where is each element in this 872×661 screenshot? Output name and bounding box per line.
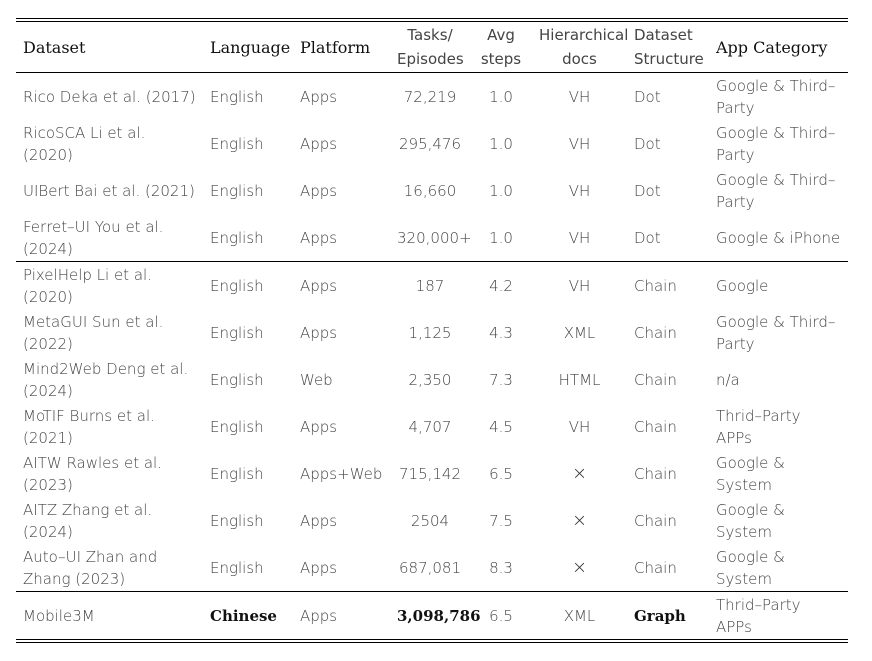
header-avg-line2: steps: [480, 50, 522, 68]
cell-platform: Apps: [300, 134, 338, 153]
cell-dataset: RicoSCA Li et al. (2020): [23, 123, 146, 164]
cell-category: Google & System: [716, 547, 785, 588]
cell-structure: Chain: [634, 323, 677, 342]
cell-category: Google & Third–Party: [716, 123, 836, 164]
cell-steps: 6.5: [489, 464, 513, 483]
cell-platform: Apps: [293, 214, 390, 262]
cell-dataset: AITZ Zhang et al. (2024): [23, 500, 153, 541]
cell-platform: Apps+Web: [300, 464, 383, 483]
cell-tasks: 4,707: [408, 417, 452, 436]
table-row: [16, 497, 848, 544]
cell-dataset: MoTIF Burns et al. (2021): [23, 406, 155, 447]
cell-tasks: 320,000+: [390, 214, 470, 262]
cell-category: n/a: [716, 370, 740, 389]
cell-tasks: 187: [415, 276, 445, 295]
header-tasks: [390, 22, 470, 73]
cell-structure: Chain: [634, 558, 677, 577]
cell-platform: Apps: [300, 511, 338, 530]
cell-language: English: [210, 511, 264, 530]
header-avg-steps: [470, 22, 532, 73]
cell-steps: 7.5: [489, 511, 513, 530]
cell-docs: XML: [532, 592, 627, 640]
cell-tasks: 72,219: [403, 87, 457, 106]
cell-language: English: [210, 181, 264, 200]
cell-category: Thrid–Party APPs: [709, 592, 848, 640]
cell-steps: 1.0: [489, 87, 513, 106]
cell-tasks: 3,098,786: [390, 592, 470, 640]
table-row: [16, 262, 848, 310]
cell-dataset: PixelHelp Li et al. (2020): [23, 265, 152, 306]
header-tasks-line2: Episodes: [397, 50, 464, 68]
header-dataset-structure: [627, 22, 709, 73]
cross-icon: ×: [571, 462, 588, 484]
cell-steps: 1.0: [489, 181, 513, 200]
cell-steps: 6.5: [470, 592, 532, 640]
cell-platform: Apps: [300, 323, 338, 342]
cell-category: Google & System: [716, 453, 785, 494]
header-platform: Platform: [300, 37, 371, 57]
cell-language: English: [210, 464, 264, 483]
table-row: [16, 450, 848, 497]
cell-docs: HTML: [558, 370, 601, 389]
cell-dataset: Mind2Web Deng et al. (2024): [23, 359, 189, 400]
cell-docs: VH: [532, 214, 627, 262]
cell-platform: Apps: [293, 592, 390, 640]
header-language: Language: [210, 37, 291, 57]
cell-tasks: 1,125: [408, 323, 452, 342]
cell-tasks: 295,476: [398, 134, 462, 153]
cell-docs: VH: [568, 276, 591, 295]
table-row: [16, 309, 848, 356]
comparison-table-wrapper: [16, 18, 848, 643]
cell-structure: Chain: [634, 511, 677, 530]
cell-dataset: UIBert Bai et al. (2021): [23, 181, 195, 200]
table-row: [16, 167, 848, 214]
header-struct-line1: Dataset: [634, 26, 693, 44]
header-tasks-line1: Tasks/: [407, 26, 453, 44]
cell-tasks: 16,660: [403, 181, 457, 200]
cell-language: English: [210, 417, 264, 436]
cell-docs: VH: [568, 181, 591, 200]
cell-dataset: Ferret–UI You et al. (2024): [16, 214, 203, 262]
cell-docs: VH: [568, 87, 591, 106]
header-avg-line1: Avg: [487, 26, 515, 44]
header-row: [16, 22, 848, 73]
cell-dataset: Rico Deka et al. (2017): [23, 87, 196, 106]
cell-structure: Dot: [634, 87, 661, 106]
cell-platform: Apps: [300, 558, 338, 577]
cross-icon: ×: [571, 556, 588, 578]
cell-structure: Chain: [634, 464, 677, 483]
top-rule: [16, 18, 848, 19]
cell-platform: Apps: [300, 181, 338, 200]
table-row-mobile3m: [16, 592, 848, 640]
cell-steps: 7.3: [489, 370, 513, 389]
cell-structure: Chain: [634, 276, 677, 295]
cell-tasks: 715,142: [398, 464, 462, 483]
cell-docs: VH: [568, 134, 591, 153]
cell-dataset: AITW Rawles et al. (2023): [23, 453, 162, 494]
cell-structure: Dot: [634, 134, 661, 153]
cross-icon: ×: [571, 509, 588, 531]
cell-language: English: [210, 323, 264, 342]
cell-category: Google & Third–Party: [716, 170, 836, 211]
cell-tasks: 2,350: [408, 370, 452, 389]
header-hierarchical-docs: [532, 22, 627, 73]
table-row: [16, 214, 848, 262]
cell-structure: Dot: [634, 181, 661, 200]
cell-steps: 8.3: [489, 558, 513, 577]
cell-platform: Apps: [300, 417, 338, 436]
cell-dataset: Mobile3M: [16, 592, 203, 640]
cell-category: Google: [716, 276, 769, 295]
cell-platform: Web: [300, 370, 333, 389]
cell-category: Google & iPhone: [709, 214, 848, 262]
cell-language: Chinese: [203, 592, 293, 640]
cell-language: English: [210, 276, 264, 295]
table-row: [16, 403, 848, 450]
cell-category: Thrid–Party APPs: [716, 406, 801, 447]
dataset-comparison-table: [16, 21, 848, 640]
cell-structure: Graph: [627, 592, 709, 640]
table-row: [16, 120, 848, 167]
cell-category: Google & System: [716, 500, 785, 541]
cell-category: Google & Third–Party: [716, 76, 836, 117]
cell-language: English: [210, 134, 264, 153]
header-hier-line1: Hierarchical: [539, 26, 629, 44]
cell-steps: 4.5: [489, 417, 513, 436]
cell-platform: Apps: [300, 87, 338, 106]
cell-tasks: 687,081: [398, 558, 462, 577]
cell-dataset: MetaGUI Sun et al. (2022): [23, 312, 164, 353]
table-row: [16, 73, 848, 121]
header-dataset: Dataset: [23, 37, 86, 57]
bottom-rule: [16, 642, 848, 643]
cell-dataset: Auto–UI Zhan and Zhang (2023): [23, 547, 158, 588]
cell-platform: Apps: [300, 276, 338, 295]
table-row: [16, 544, 848, 592]
header-app-category: App Category: [716, 37, 828, 57]
cell-steps: 4.3: [489, 323, 513, 342]
cell-language: English: [210, 370, 264, 389]
cell-structure: Chain: [634, 417, 677, 436]
cell-category: Google & Third–Party: [716, 312, 836, 353]
cell-docs: VH: [568, 417, 591, 436]
table-row: [16, 356, 848, 403]
cell-steps: 1.0: [489, 134, 513, 153]
header-struct-line2: Structure: [634, 50, 704, 68]
cell-tasks: 2504: [410, 511, 450, 530]
cell-steps: 1.0: [470, 214, 532, 262]
cell-steps: 4.2: [489, 276, 513, 295]
cell-docs: XML: [563, 323, 596, 342]
cell-language: English: [210, 87, 264, 106]
cell-language: English: [203, 214, 293, 262]
cell-language: English: [210, 558, 264, 577]
cell-structure: Dot: [627, 214, 709, 262]
cell-structure: Chain: [634, 370, 677, 389]
header-hier-line2: docs: [562, 50, 597, 68]
